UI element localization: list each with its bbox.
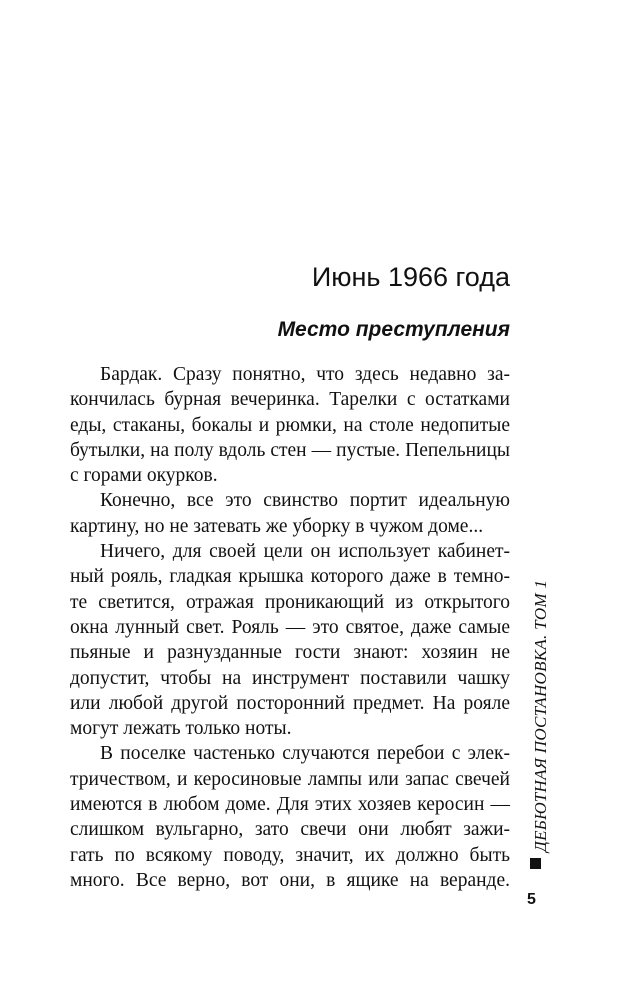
text-line: пьяные и разнузданные гости знают: хозяин не xyxy=(70,642,510,664)
text-line: с горами окурков. xyxy=(70,465,218,487)
text-line: слишком вульгарно, зато свечи они любят зажи- xyxy=(70,819,510,841)
text-line: тричеством, и керосиновые лампы или запас свечей xyxy=(70,768,510,790)
text-line: те светится, отражая проникающий из открытого xyxy=(70,591,510,613)
square-marker-icon xyxy=(530,858,541,869)
page-number: 5 xyxy=(527,891,536,908)
text-line: бутылки, на полу вдоль стен — пустые. Пепельницы xyxy=(70,439,510,461)
text-line: гать по всякому поводу, значит, их должно быть xyxy=(70,844,510,866)
chapter-date-heading: Июнь 1966 года xyxy=(311,262,510,292)
section-title: Место преступления xyxy=(277,318,510,341)
text-line: могут лежать только ноты. xyxy=(70,718,292,740)
text-line: кончилась бурная вечеринка. Тарелки с остатками xyxy=(70,389,510,411)
text-line: Бардак. Сразу понятно, что здесь недавно за- xyxy=(100,364,510,385)
body-text xyxy=(70,362,510,893)
text-line: много. Все верно, вот они, в ящике на веранде. xyxy=(70,869,510,891)
text-line: картину, но не затевать же уборку в чужом доме... xyxy=(70,515,484,537)
text-line: допустит, чтобы на инструмент поставили чашку xyxy=(70,667,510,689)
text-line: Конечно, все это свинство портит идеальную xyxy=(100,490,510,512)
running-head: ДЕБЮТНАЯ ПОСТАНОВКА. ТОМ 1 xyxy=(531,579,550,852)
text-line: или любой другой посторонний предмет. На рояле xyxy=(70,692,510,714)
text-line: еды, стаканы, бокалы и рюмки, на столе недопитые xyxy=(70,414,510,436)
text-line: В поселке частенько случаются перебои с элек- xyxy=(100,743,510,765)
text-line: имеются в любом доме. Для этих хозяев керосин — xyxy=(70,794,510,816)
text-line: Ничего, для своей цели он использует кабинет- xyxy=(100,541,510,563)
text-line: окна лунный свет. Рояль — это святое, даже самые xyxy=(70,616,510,638)
text-line: ный рояль, гладкая крышка которого даже в темно- xyxy=(70,566,510,588)
